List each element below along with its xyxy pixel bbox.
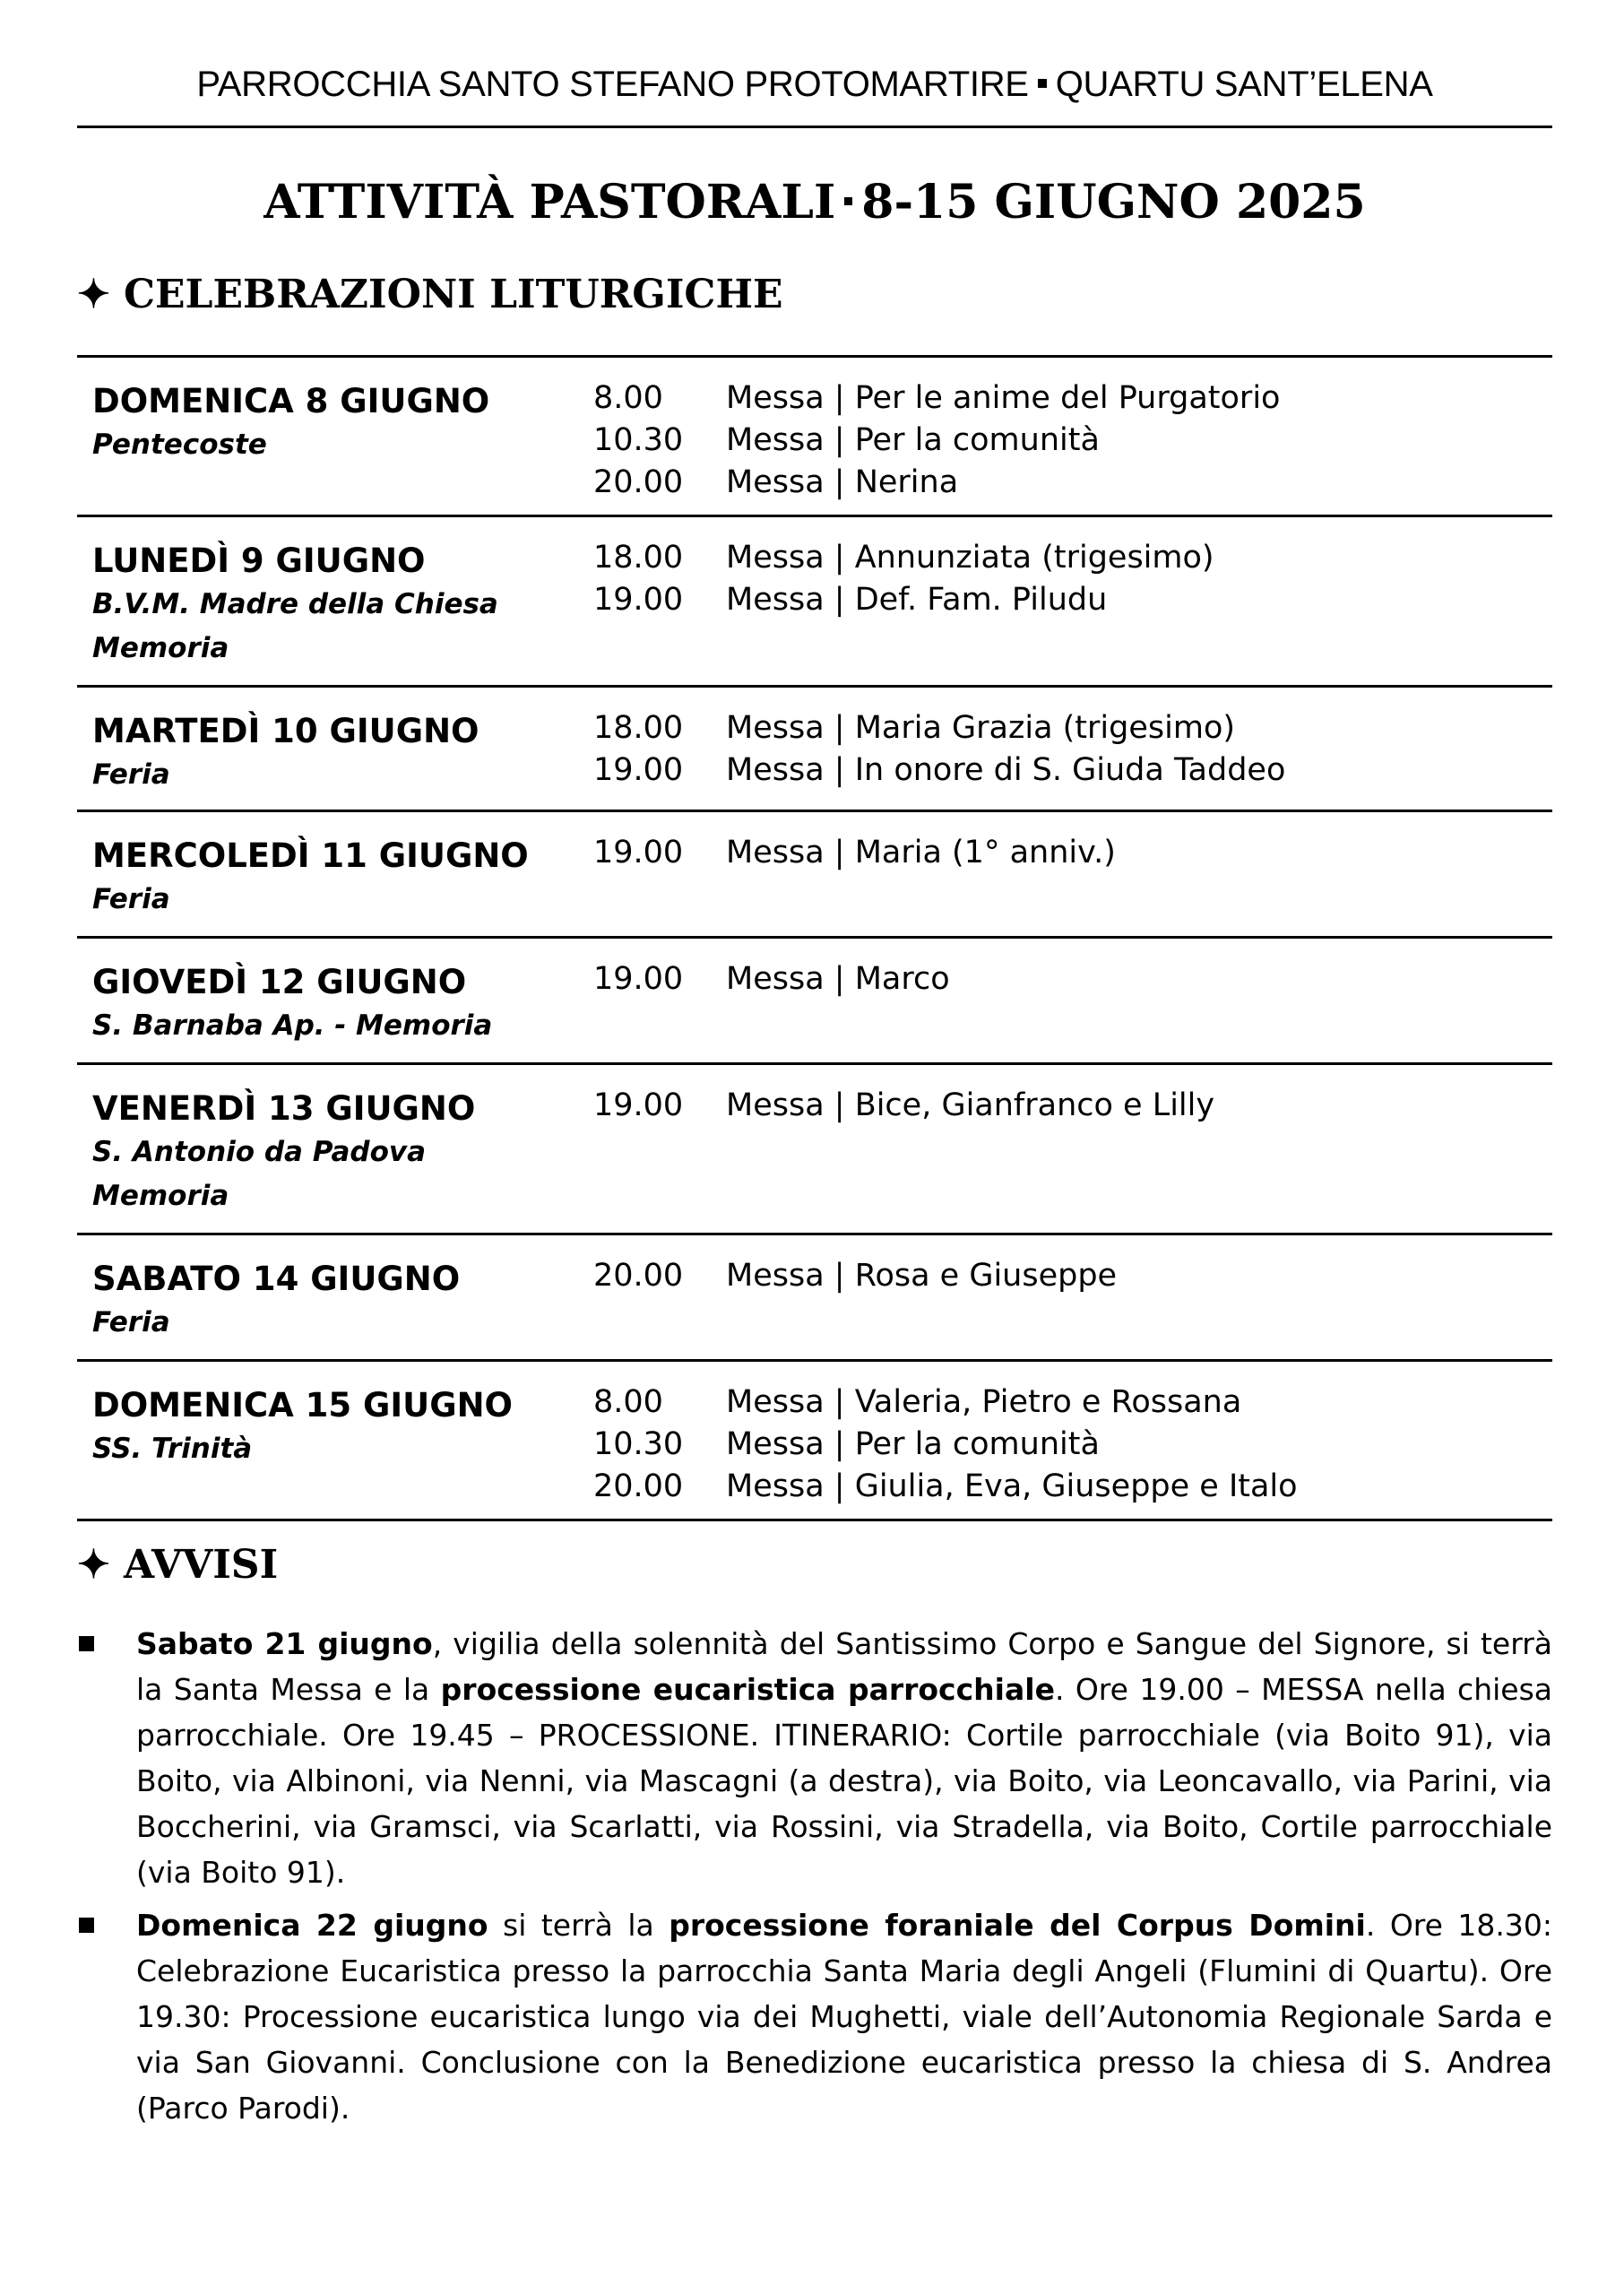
day-info [92, 380, 594, 467]
day-name: LUNEDÌ 9 GIUGNO [92, 541, 426, 580]
mass-entry [593, 462, 1280, 504]
mass-time: 20.00 [593, 1468, 684, 1504]
square-bullet-icon [79, 1918, 94, 1933]
separator-square-icon [1038, 79, 1047, 88]
mass-intention: Messa | Nerina [726, 464, 959, 500]
mass-intention: Messa | Maria (1° anniv.) [726, 835, 1116, 870]
mass-entry [593, 1255, 1117, 1297]
notice-text: , vigilia della solennità del Santissimo Corpo e Sangue del Signore, si terrà la Santa Messa e la [136, 1626, 1552, 1707]
notice-text: si terrà la [488, 1908, 669, 1943]
section-notices-label: AVVISI [124, 1542, 279, 1588]
header-divider [77, 126, 1552, 128]
day-info [92, 835, 594, 922]
notices-list [77, 1621, 1552, 2138]
schedule-table [77, 355, 1552, 1521]
day-name: GIOVEDÌ 12 GIUGNO [92, 963, 467, 1001]
mass-entry [593, 832, 1116, 874]
mass-list [593, 537, 1214, 621]
day-name: MARTEDÌ 10 GIUGNO [92, 712, 479, 750]
mass-intention: Messa | Valeria, Pietro e Rossana [726, 1384, 1242, 1420]
schedule-row [77, 812, 1552, 939]
liturgical-observance: S. Barnaba Ap. - Memoria [92, 1009, 493, 1042]
mass-intention: Messa | Giulia, Eva, Giuseppe e Italo [726, 1468, 1298, 1504]
schedule-row [77, 517, 1552, 688]
liturgical-observance: SS. Trinità [92, 1433, 253, 1465]
mass-entry [593, 420, 1280, 462]
mass-entry [593, 579, 1214, 621]
day-info [92, 540, 594, 671]
liturgical-observance: Feria [92, 883, 170, 915]
mass-intention: Messa | Def. Fam. Piludu [726, 582, 1108, 618]
mass-time: 8.00 [593, 380, 663, 416]
mass-entry [593, 377, 1280, 420]
day-name: SABATO 14 GIUGNO [92, 1260, 461, 1298]
notice-text: . Ore 19.00 – MESSA nella chiesa parrocchiale. Ore 19.45 – PROCESSIONE. ITINERARIO: Cortile parrocchiale (via Boito 91), via Boito, via Albinoni, via Nenni, via Mascagni (a destra), via Boito, via Leoncavallo, via Parini, via Boccherini, via Gramsci, via Scarlatti, via Rossini, via Stradella, via Boito, Cortile parrocchiale (via Boito 91). [136, 1672, 1552, 1890]
parish-name: PARROCCHIA SANTO STEFANO PROTOMARTIRE [196, 65, 1029, 104]
day-name: DOMENICA 8 GIUGNO [92, 382, 490, 420]
mass-time: 20.00 [593, 1258, 684, 1294]
mass-intention: Messa | Annunziata (trigesimo) [726, 540, 1214, 576]
mass-time: 10.30 [593, 422, 684, 458]
mass-list [593, 1381, 1298, 1508]
mass-intention: Messa | Marco [726, 961, 950, 997]
day-name: VENERDÌ 13 GIUGNO [92, 1089, 476, 1128]
notice-text: . Ore 18.30: Celebrazione Eucaristica presso la parrocchia Santa Maria degli Angeli (Flumini di Quartu). Ore 19.30: Processione eucaristica lungo via dei Mughetti, viale dell’Autonomia Regionale Sarda e via San Giovanni. Conclusione con la Benedizione eucaristica presso la chiesa di S. Andrea (Parco Parodi). [136, 1908, 1553, 2126]
day-info [92, 961, 594, 1048]
title-separator-icon [844, 197, 852, 205]
mass-entry [593, 749, 1285, 792]
mass-time: 19.00 [593, 752, 684, 788]
notice-highlight: processione foraniale del Corpus Domini [669, 1908, 1366, 1943]
parish-header [77, 65, 1552, 105]
day-name: MERCOLEDÌ 11 GIUGNO [92, 836, 529, 875]
liturgical-observance: Memoria [92, 1180, 229, 1212]
title-main: ATTIVITÀ PASTORALI [263, 175, 836, 230]
mass-entry [593, 958, 950, 1000]
mass-list [593, 707, 1285, 792]
mass-entry [593, 1424, 1298, 1466]
mass-entry [593, 1466, 1298, 1508]
notice-item [77, 1621, 1552, 1895]
mass-entry [593, 1085, 1214, 1127]
schedule-row [77, 1065, 1552, 1235]
section-liturgical-label: CELEBRAZIONI LITURGICHE [124, 272, 783, 317]
page-title [77, 175, 1552, 230]
mass-time: 10.30 [593, 1426, 684, 1462]
mass-list [593, 1085, 1214, 1127]
mass-time: 18.00 [593, 710, 684, 746]
square-bullet-icon [79, 1636, 94, 1651]
liturgical-observance: Memoria [92, 632, 229, 664]
schedule-row [77, 1362, 1552, 1521]
mass-entry [593, 707, 1285, 749]
star-icon: ✦ [77, 1542, 110, 1588]
mass-time: 20.00 [593, 464, 684, 500]
schedule-row [77, 688, 1552, 812]
section-notices-title [77, 1542, 278, 1588]
mass-list [593, 1255, 1117, 1297]
mass-intention: Messa | Maria Grazia (trigesimo) [726, 710, 1236, 746]
city-name: QUARTU SANT’ELENA [1055, 65, 1433, 104]
section-liturgical-title [77, 272, 783, 317]
mass-intention: Messa | Per la comunità [726, 422, 1100, 458]
schedule-row [77, 939, 1552, 1065]
mass-list [593, 832, 1116, 874]
mass-intention: Messa | Rosa e Giuseppe [726, 1258, 1118, 1294]
day-name: DOMENICA 15 GIUGNO [92, 1386, 514, 1425]
mass-time: 19.00 [593, 961, 684, 997]
notice-highlight: Sabato 21 giugno [136, 1626, 433, 1661]
mass-list [593, 958, 950, 1000]
star-icon: ✦ [77, 272, 110, 317]
notice-highlight: Domenica 22 giugno [136, 1908, 488, 1943]
mass-list [593, 377, 1280, 504]
day-info [92, 710, 594, 797]
mass-entry [593, 537, 1214, 579]
mass-time: 8.00 [593, 1384, 663, 1420]
schedule-row [77, 358, 1552, 517]
day-info [92, 1087, 594, 1218]
mass-intention: Messa | Per le anime del Purgatorio [726, 380, 1281, 416]
title-dates: 8-15 GIUGNO 2025 [861, 175, 1366, 230]
mass-time: 19.00 [593, 1087, 684, 1123]
mass-intention: Messa | Bice, Gianfranco e Lilly [726, 1087, 1215, 1123]
mass-intention: Messa | In onore di S. Giuda Taddeo [726, 752, 1286, 788]
liturgical-observance: S. Antonio da Padova [92, 1136, 427, 1168]
mass-time: 19.00 [593, 835, 684, 870]
schedule-row [77, 1235, 1552, 1362]
liturgical-observance: Feria [92, 758, 170, 791]
day-info [92, 1258, 594, 1345]
notice-item [77, 1902, 1552, 2131]
mass-time: 18.00 [593, 540, 684, 576]
notice-highlight: processione eucaristica parrocchiale [440, 1672, 1055, 1707]
mass-time: 19.00 [593, 582, 684, 618]
liturgical-observance: Feria [92, 1306, 170, 1338]
liturgical-observance: Pentecoste [92, 429, 267, 461]
mass-intention: Messa | Per la comunità [726, 1426, 1100, 1462]
mass-entry [593, 1381, 1298, 1424]
day-info [92, 1384, 594, 1471]
liturgical-observance: B.V.M. Madre della Chiesa [92, 588, 498, 620]
